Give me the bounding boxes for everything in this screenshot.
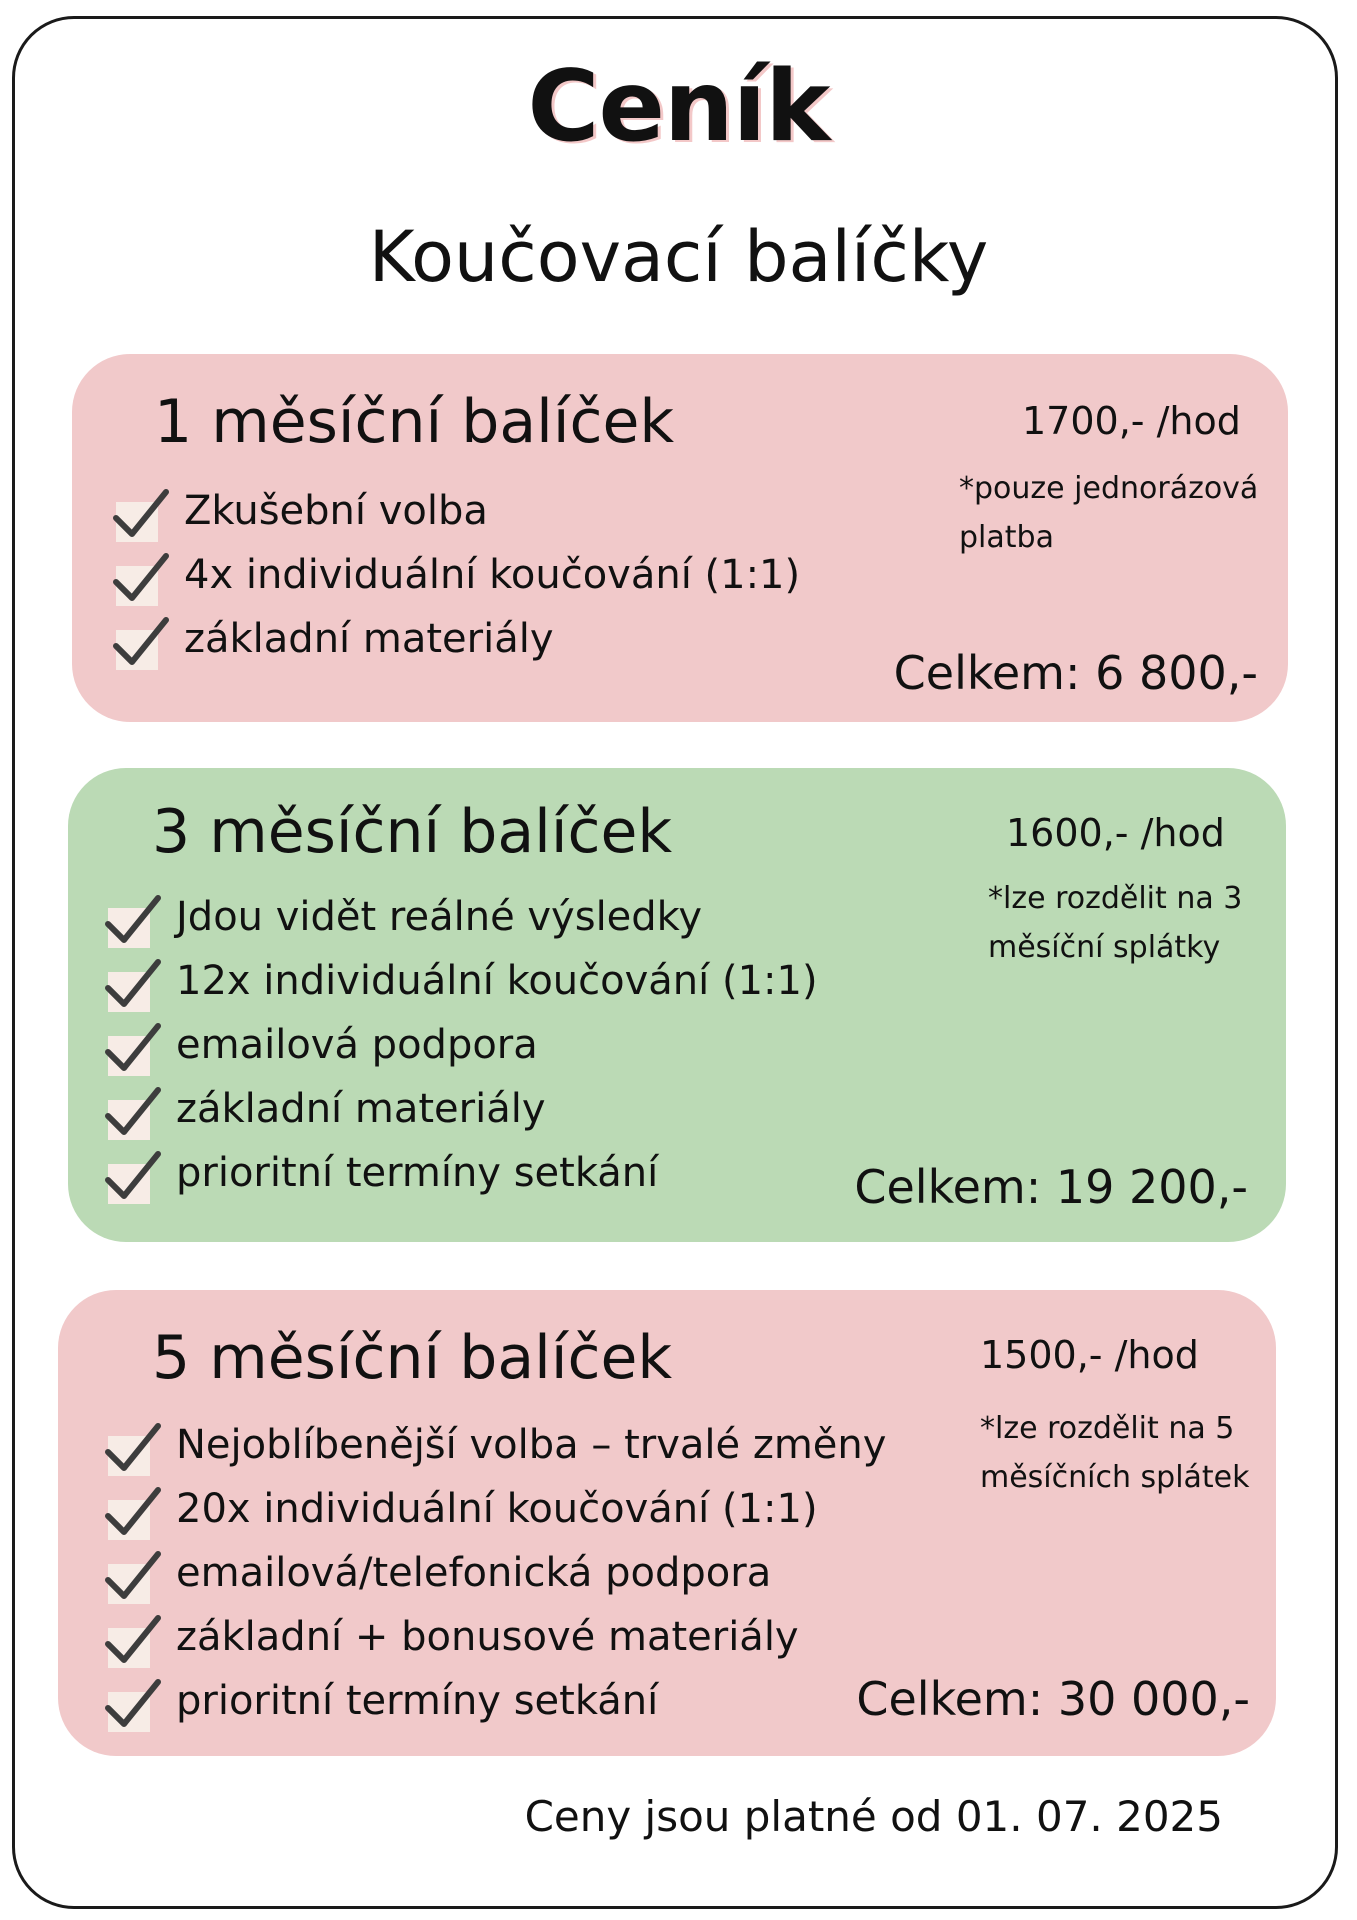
page-subtitle: Koučovací balíčky bbox=[368, 216, 989, 298]
feature-text: emailová/telefonická podpora bbox=[176, 1550, 772, 1596]
feature-text: základní materiály bbox=[176, 1086, 546, 1132]
package-rate: 1600,- /hod bbox=[1006, 811, 1225, 855]
package-note-line: *lze rozdělit na 5 bbox=[980, 1411, 1235, 1446]
package-card-3 bbox=[68, 768, 1286, 1242]
feature-text: emailová podpora bbox=[176, 1022, 538, 1068]
feature-text: Jdou vidět reálné výsledky bbox=[176, 894, 703, 940]
package-total: Celkem: 30 000,- bbox=[856, 1672, 1250, 1726]
check-icon bbox=[112, 552, 168, 608]
validity-note: Ceny jsou platné od 01. 07. 2025 bbox=[524, 1792, 1223, 1841]
feature-text: prioritní termíny setkání bbox=[176, 1678, 659, 1724]
package-note-line: měsíčních splátek bbox=[980, 1460, 1250, 1495]
check-icon bbox=[104, 1422, 160, 1478]
package-note bbox=[980, 1404, 1250, 1502]
check-icon bbox=[104, 1486, 160, 1542]
check-icon bbox=[104, 1150, 160, 1206]
check-icon bbox=[104, 1550, 160, 1606]
check-icon bbox=[104, 894, 160, 950]
package-note bbox=[959, 464, 1258, 562]
feature-text: 4x individuální koučování (1:1) bbox=[184, 552, 801, 598]
page-title: Ceník bbox=[527, 50, 830, 164]
package-note-line: platba bbox=[959, 520, 1054, 555]
feature-text: prioritní termíny setkání bbox=[176, 1150, 659, 1196]
check-icon bbox=[104, 1614, 160, 1670]
check-icon bbox=[112, 616, 168, 672]
feature-text: 12x individuální koučování (1:1) bbox=[176, 958, 818, 1004]
package-name: 1 měsíční balíček bbox=[154, 387, 675, 457]
package-note bbox=[988, 874, 1242, 972]
package-total: Celkem: 6 800,- bbox=[893, 646, 1258, 700]
package-rate: 1500,- /hod bbox=[980, 1333, 1199, 1377]
feature-text: 20x individuální koučování (1:1) bbox=[176, 1486, 818, 1532]
package-card-1 bbox=[72, 354, 1288, 722]
feature-text: základní materiály bbox=[184, 616, 554, 662]
package-card-5 bbox=[58, 1290, 1276, 1756]
feature-text: Nejoblíbenější volba – trvalé změny bbox=[176, 1422, 887, 1468]
package-note-line: měsíční splátky bbox=[988, 930, 1221, 965]
feature-text: Zkušební volba bbox=[184, 488, 488, 534]
package-note-line: *pouze jednorázová bbox=[959, 471, 1259, 506]
check-icon bbox=[112, 488, 168, 544]
feature-text: základní + bonusové materiály bbox=[176, 1614, 799, 1660]
check-icon bbox=[104, 958, 160, 1014]
package-total: Celkem: 19 200,- bbox=[854, 1160, 1248, 1214]
check-icon bbox=[104, 1086, 160, 1142]
package-rate: 1700,- /hod bbox=[1022, 399, 1241, 443]
check-icon bbox=[104, 1022, 160, 1078]
package-name: 3 měsíční balíček bbox=[152, 797, 673, 867]
package-note-line: *lze rozdělit na 3 bbox=[988, 881, 1243, 916]
package-name: 5 měsíční balíček bbox=[152, 1323, 673, 1393]
check-icon bbox=[104, 1678, 160, 1734]
